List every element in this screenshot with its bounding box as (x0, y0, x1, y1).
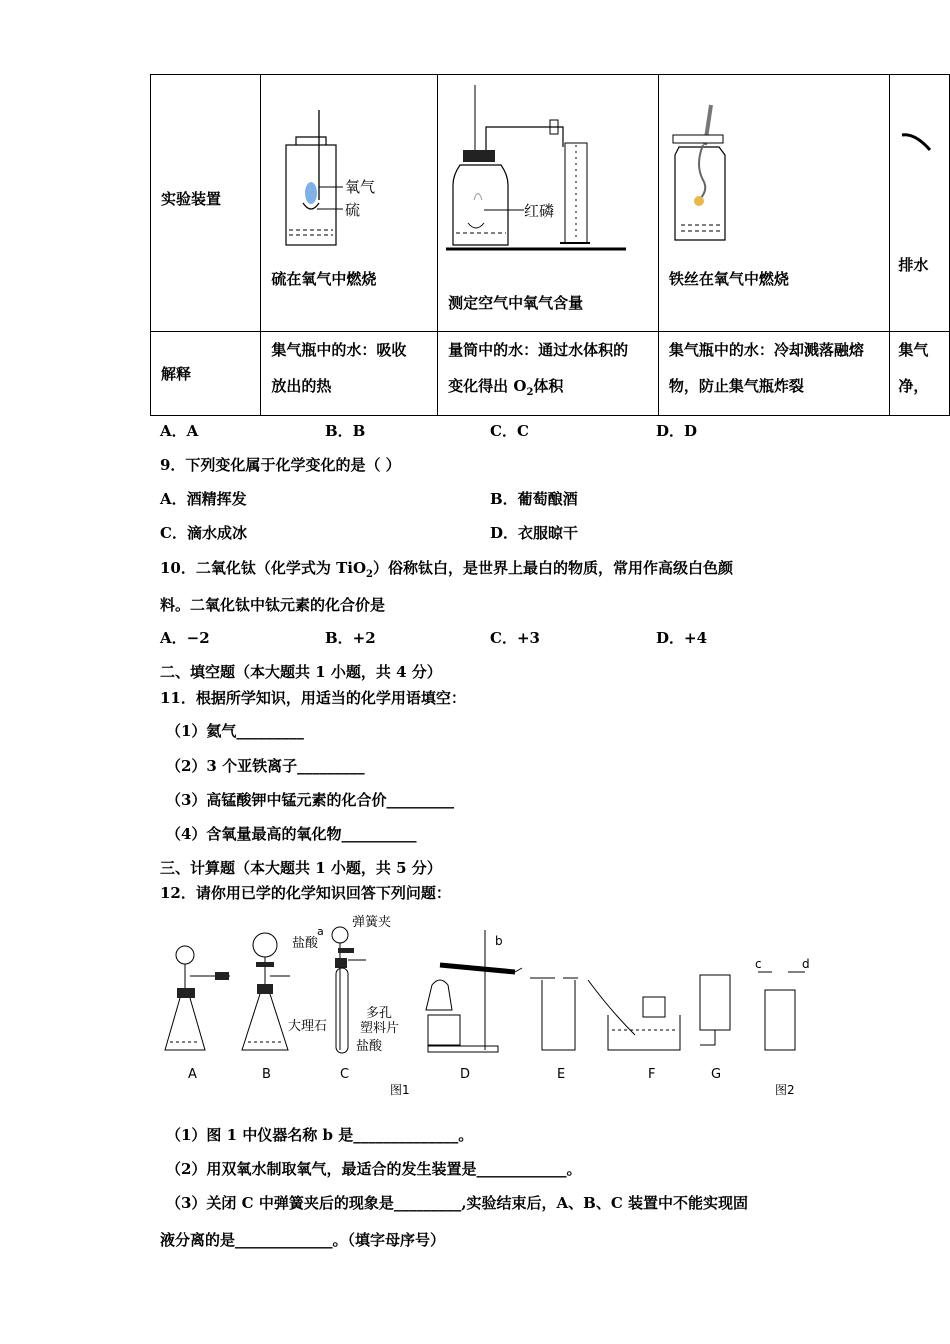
q11-item-3: （3）高锰酸钾中锰元素的化合价_________ (166, 791, 454, 809)
label-sulfur: 硫 (345, 201, 361, 219)
phosphorus-apparatus-figure (438, 75, 663, 265)
apparatus-d (426, 930, 522, 1052)
svg-text:B: B (262, 1067, 271, 1082)
q9-option-c: C．滴水成冰 (160, 524, 247, 542)
q11-item-2: （2）3 个亚铁离子_________ (166, 757, 365, 775)
q12-stem: 12．请你用已学的化学知识回答下列问题： (160, 884, 451, 902)
q11-item-4: （4）含氧量最高的氧化物__________ (166, 825, 417, 843)
svg-text:图2: 图2 (775, 1083, 795, 1097)
q9-option-a: A．酒精挥发 (160, 490, 247, 508)
svg-text:大理石: 大理石 (288, 1019, 328, 1034)
table-cell-phosphorus (438, 75, 659, 332)
q10-stem-line1: 10．二氧化钛（化学式为 TiO$_2$）俗称钛白，是世界上最白的物质，常用作高级白色颜 (160, 559, 734, 580)
svg-text:C: C (340, 1067, 350, 1082)
sulfur-apparatus-figure (261, 75, 441, 265)
apparatus-a (165, 946, 230, 1050)
svg-text:塑料片: 塑料片 (360, 1021, 400, 1036)
section-2-heading: 二、填空题（本大题共 1 小题，共 4 分） (160, 663, 442, 681)
svg-text:图1: 图1 (390, 1083, 410, 1097)
experiment-table (150, 74, 950, 416)
svg-text:a: a (317, 925, 324, 938)
svg-text:F: F (648, 1067, 656, 1082)
explanation-phosphorus: 量筒中的水：通过水体积的 变化得出 $O_2$体积 (438, 332, 659, 416)
q10-option-c: C．+3 (490, 629, 540, 647)
svg-text:c: c (755, 957, 762, 971)
q12-item-3: （3）关闭 C 中弹簧夹后的现象是_________,实验结束后，A、B、C 装置中不能实现固 (166, 1194, 749, 1212)
q12-item-2: （2）用双氧水制取氧气，最适合的发生装置是____________。 (166, 1160, 582, 1178)
table-cell-iron (658, 75, 889, 332)
caption-drainage: 排水 (898, 256, 929, 274)
q9-stem: 9．下列变化属于化学变化的是（ ） (160, 456, 401, 474)
svg-text:弹簧夹: 弹簧夹 (352, 915, 392, 930)
q10-stem-line2: 料。二氧化钛中钛元素的化合价是 (160, 596, 386, 614)
iron-apparatus-figure (659, 75, 895, 265)
q10-option-a: A．−2 (160, 629, 210, 647)
q12-item-3-cont: 液分离的是_____________。（填字母序号） (160, 1231, 446, 1249)
svg-text:G: G (711, 1067, 722, 1082)
svg-text:多孔: 多孔 (366, 1006, 393, 1021)
q10-option-b: B．+2 (325, 629, 376, 647)
q8-option-b: B．B (325, 422, 366, 440)
explanation-sulfur: 集气瓶中的水：吸收 放出的热 (261, 332, 438, 416)
table-cell-sulfur (261, 75, 438, 332)
q9-option-b: B．葡萄酿酒 (490, 490, 578, 508)
apparatus-fig2 (755, 957, 810, 1050)
q9-option-d: D．衣服晾干 (490, 524, 579, 542)
q11-item-1: （1）氦气_________ (166, 722, 304, 740)
caption-sulfur: 硫在氧气中燃烧 (271, 270, 377, 288)
apparatus-c (288, 914, 399, 1054)
q8-option-d: D．D (656, 422, 698, 440)
q8-option-c: C．C (490, 422, 529, 440)
svg-text:A: A (188, 1067, 197, 1082)
label-red-phosphorus: 红磷 (524, 202, 555, 220)
svg-text:E: E (557, 1067, 566, 1082)
explanation-iron: 集气瓶中的水：冷却溅落融熔 物，防止集气瓶炸裂 (658, 332, 889, 416)
gas-apparatus-figure (160, 910, 820, 1105)
svg-text:d: d (802, 957, 810, 971)
q10-option-d: D．+4 (656, 629, 708, 647)
q8-option-a: A．A (160, 422, 199, 440)
q12-item-1: （1）图 1 中仪器名称 b 是______________。 (166, 1126, 474, 1144)
section-3-heading: 三、计算题（本大题共 1 小题，共 5 分） (160, 859, 442, 877)
drainage-apparatus-figure (890, 75, 950, 195)
caption-phosphorus: 测定空气中氧气含量 (448, 294, 584, 312)
table-header-apparatus: 实验装置 (151, 75, 261, 332)
svg-text:盐酸: 盐酸 (356, 1039, 383, 1054)
explanation-drainage: 集气 净， (890, 332, 950, 416)
table-cell-drainage (890, 75, 950, 332)
apparatus-e (530, 978, 578, 1050)
svg-text:盐酸: 盐酸 (292, 936, 319, 951)
caption-iron: 铁丝在氧气中燃烧 (668, 270, 789, 288)
apparatus-f (588, 980, 680, 1050)
label-oxygen: 氧气 (345, 178, 376, 196)
svg-text:D: D (460, 1067, 471, 1082)
apparatus-b (242, 933, 290, 1050)
apparatus-g (700, 975, 730, 1045)
svg-text:b: b (495, 934, 503, 948)
table-header-explanation: 解释 (151, 332, 261, 416)
q11-stem: 11．根据所学知识，用适当的化学用语填空： (160, 689, 466, 707)
